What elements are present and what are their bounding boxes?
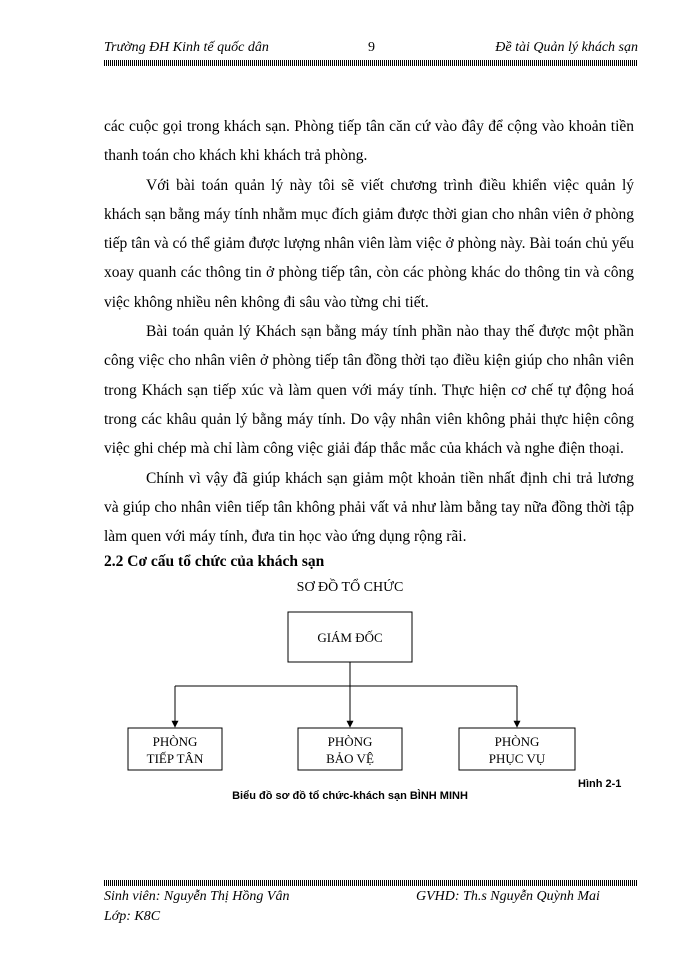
- department-security-line1: PHÒNG: [327, 734, 373, 749]
- paragraph-2: Với bài toán quản lý này tôi sẽ viết chương trình điều khiển việc quản lý khách sạn bằng máy tính nhằm mục đích giảm được thời gian cho nhân viên ở phòng tiếp tân và có thể giảm được lượng nhân viên làm việc ở phòng này. Bài toán chủ yếu xoay quanh các thông tin ở phòng tiếp tân, còn các phòng khác do thông tin và công việc không nhiều nên không đi sâu vào từng chi tiết.: [104, 176, 634, 311]
- org-chart: [0, 600, 700, 780]
- department-service-line2: PHỤC VỤ: [488, 751, 546, 766]
- footer-advisor: GVHD: Th.s Nguyễn Quỳnh Mai: [416, 889, 600, 904]
- paragraph-4: Chính vì vậy đã giúp khách sạn giảm một khoản tiền nhất định chi trả lương và giúp cho nhân viên tiếp tân không phải vất vả như làm bằng tay nữa đồng thời tập làm quen với máy tính, đưa tin học vào ứng dụng rộng rãi.: [104, 469, 634, 546]
- department-security-line2: BẢO VỆ: [326, 751, 374, 766]
- department-reception-line1: PHÒNG: [152, 734, 198, 749]
- header-topic: Đề tài Quản lý khách sạn: [495, 40, 638, 55]
- paragraph-3: Bài toán quản lý Khách sạn bằng máy tính phần nào thay thế được một phần công việc cho nhân viên ở phòng tiếp tân đồng thời tạo điều kiện giúp cho nhân viên trong Khách sạn tiếp xúc và làm quen với máy tính. Thực hiện cơ chế tự động hoá trong các khâu quản lý bằng máy tính. Do vậy nhân viên không phải thực hiện công việc ghi chép mà chỉ làm công việc giải đáp thắc mắc của khách và nghe điện thoại.: [104, 323, 634, 458]
- page-header: [104, 40, 638, 60]
- header-page-number: 9: [368, 40, 375, 55]
- footer-divider: [104, 880, 638, 886]
- body-text: [104, 112, 634, 551]
- paragraph-1: các cuộc gọi trong khách sạn. Phòng tiếp tân căn cứ vào đây để cộng vào khoản tiền thanh toán cho khách khi khách trả phòng.: [104, 118, 634, 165]
- department-service-line1: PHÒNG: [494, 734, 540, 749]
- figure-caption: Biểu đồ sơ đồ tổ chức-khách sạn BÌNH MINH: [232, 790, 468, 802]
- header-divider: [104, 60, 638, 66]
- department-reception-line2: TIẾP TÂN: [146, 751, 204, 766]
- section-title: 2.2 Cơ cấu tổ chức của khách sạn: [104, 553, 325, 570]
- figure-label: Hình 2-1: [578, 778, 622, 790]
- footer-class: Lớp: K8C: [104, 909, 161, 924]
- director-label: GIÁM ĐỐC: [317, 630, 383, 645]
- footer-student: Sinh viên: Nguyễn Thị Hồng Vân: [104, 889, 290, 904]
- org-chart-title: SƠ ĐỒ TỔ CHỨC: [296, 580, 404, 595]
- header-university: Trường ĐH Kinh tế quốc dân: [104, 40, 269, 55]
